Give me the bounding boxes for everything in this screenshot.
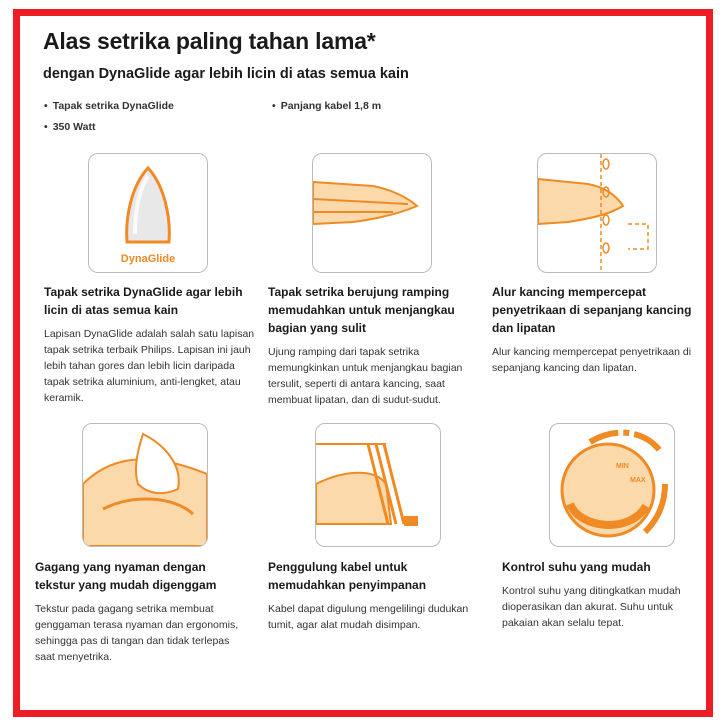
dial-max-label: MAX xyxy=(630,477,646,484)
feature-card xyxy=(35,558,247,665)
dial-min-label: MIN xyxy=(616,463,629,470)
feature-card xyxy=(268,558,480,633)
feature-card xyxy=(268,283,480,408)
feature-card xyxy=(502,558,698,631)
page-title: Alas setrika paling tahan lama* xyxy=(43,28,376,54)
feature-card xyxy=(44,283,256,406)
handle-grip-icon xyxy=(82,423,208,547)
cord-wrap-icon xyxy=(315,423,441,547)
slim-tip-icon xyxy=(312,153,432,273)
feature-description: Lapisan DynaGlide adalah salah satu lapisan tapak setrika terbaik Philips. Lapisan ini jauh lebih tahan gores dan lebih licin daripada tapak setrika aluminium, anti-lengket, atau keramik. xyxy=(44,328,255,404)
spec-item: • Tapak setrika DynaGlide xyxy=(44,100,174,112)
temperature-dial-icon xyxy=(549,423,675,547)
feature-description: Kabel dapat digulung mengelilingi dudukan tumit, agar alat mudah disimpan. xyxy=(268,603,469,631)
feature-title: Gagang yang nyaman dengan tekstur yang mudah digenggam xyxy=(35,560,217,592)
feature-title: Tapak setrika berujung ramping memudahkan untuk menjangkau bagian yang sulit xyxy=(268,285,455,335)
feature-description: Alur kancing mempercepat penyetrikaan di sepanjang kancing dan lipatan. xyxy=(492,346,692,374)
dynaglide-label: DynaGlide xyxy=(120,253,176,265)
button-groove-icon xyxy=(537,153,657,273)
feature-description: Kontrol suhu yang ditingkatkan mudah dioperasikan dan akurat. Suhu untuk pakaian akan selalu tepat. xyxy=(502,585,681,629)
feature-title: Kontrol suhu yang mudah xyxy=(502,560,651,574)
feature-card xyxy=(492,283,704,376)
feature-title: Tapak setrika DynaGlide agar lebih licin di atas semua kain xyxy=(44,285,243,317)
page-subtitle: dengan DynaGlide agar lebih licin di atas semua kain xyxy=(43,66,409,82)
spec-item: • 350 Watt xyxy=(44,121,95,133)
feature-title: Alur kancing mempercepat penyetrikaan di sepanjang kancing dan lipatan xyxy=(492,285,692,335)
soleplate-icon xyxy=(88,153,208,273)
feature-description: Tekstur pada gagang setrika membuat genggaman terasa nyaman dan ergonomis, sehingga pas di tangan dan tidak terlepas saat menyetrika. xyxy=(35,603,239,663)
spec-item: • Panjang kabel 1,8 m xyxy=(272,100,381,112)
feature-title: Penggulung kabel untuk memudahkan penyimpanan xyxy=(268,560,427,592)
feature-description: Ujung ramping dari tapak setrika memungkinkan untuk menjangkau bagian tersulit, seperti di antara kancing, saat membuat lipatan, dan di sudut-sudut. xyxy=(268,346,463,406)
